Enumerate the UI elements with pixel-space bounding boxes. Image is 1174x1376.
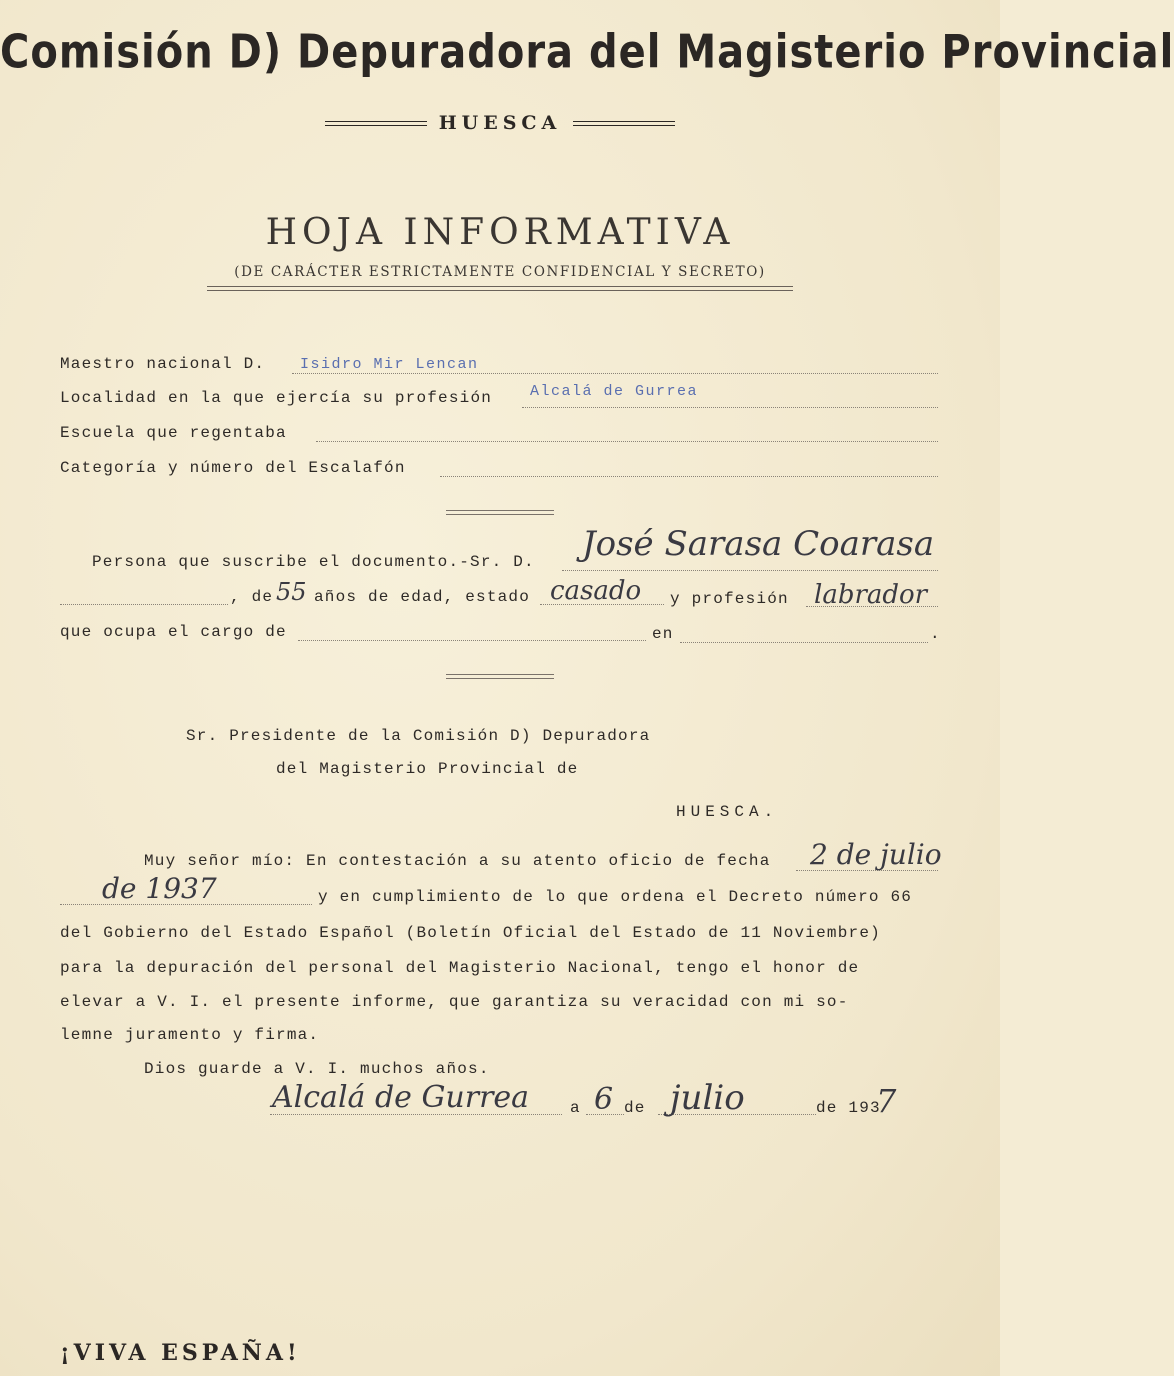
- category-label: Categoría y número del Escalafón: [60, 459, 406, 477]
- age-prefix: , de: [230, 588, 274, 606]
- teacher-name-value[interactable]: Isidro Mir Lencan: [300, 356, 479, 373]
- left-double-rule: [325, 121, 427, 126]
- school-line[interactable]: [316, 441, 938, 442]
- letter-opening: Muy señor mío: En contestación a su atento oficio de fecha: [144, 852, 771, 870]
- title-underline: [207, 286, 793, 291]
- letter-line-4: para la depuración del personal del Magisterio Nacional, tengo el honor de: [60, 959, 860, 977]
- letter-line-2: y en cumplimiento de lo que ordena el Decreto número 66: [318, 888, 913, 906]
- position-line[interactable]: [298, 640, 646, 641]
- header-city: HUESCA: [438, 112, 562, 134]
- age-handwritten[interactable]: 55: [276, 578, 307, 606]
- letter-date-handwritten-1[interactable]: 2 de julio: [810, 838, 942, 871]
- document-title: HOJA INFORMATIVA: [265, 212, 735, 253]
- status-handwritten[interactable]: casado: [550, 576, 642, 606]
- letter-line-5: elevar a V. I. el presente informe, que garantiza su veracidad con mi so-: [60, 993, 849, 1011]
- place-handwritten[interactable]: Alcalá de Gurrea: [272, 1080, 530, 1115]
- signer-line: [562, 570, 938, 571]
- recipient-city: HUESCA.: [676, 803, 779, 821]
- date-de-label-2: de 193: [816, 1099, 881, 1117]
- letter-date-handwritten-2[interactable]: de 1937: [102, 872, 217, 905]
- locality-value[interactable]: Alcalá de Gurrea: [530, 383, 699, 400]
- document-subtitle: (DE CARÁCTER ESTRICTAMENTE CONFIDENCIAL Y SECRETO): [234, 264, 766, 280]
- right-double-rule: [573, 121, 675, 126]
- commission-heading: Comisión D) Depuradora del Magisterio Provincial: [0, 26, 1174, 79]
- category-line[interactable]: [440, 476, 938, 477]
- city-banner: [0, 112, 1000, 134]
- letter-line-3: del Gobierno del Estado Español (Boletín Oficial del Estado de 11 Noviembre): [60, 924, 881, 942]
- profession-label: y profesión: [670, 590, 789, 608]
- footer-slogan: ¡VIVA ESPAÑA!: [60, 1340, 301, 1366]
- signer-continuation-line: [60, 604, 228, 605]
- position-in-label: en: [652, 625, 674, 643]
- recipient-line-2: del Magisterio Provincial de: [276, 760, 579, 778]
- teacher-name-label: Maestro nacional D.: [60, 355, 266, 373]
- letter-closing: Dios guarde a V. I. muchos años.: [144, 1060, 490, 1078]
- recipient-line-1: Sr. Presidente de la Comisión D) Depuradora: [186, 727, 651, 745]
- position-label: que ocupa el cargo de: [60, 623, 287, 641]
- date-a-label: a: [570, 1099, 581, 1117]
- school-label: Escuela que regentaba: [60, 424, 287, 442]
- date-de-label-1: de: [624, 1099, 646, 1117]
- signer-name-handwritten[interactable]: José Sarasa Coarasa: [582, 524, 935, 564]
- year-digit-handwritten[interactable]: 7: [876, 1082, 897, 1120]
- locality-label: Localidad en la que ejercía su profesión: [60, 389, 493, 407]
- letter-line-6: lemne juramento y firma.: [60, 1026, 320, 1044]
- teacher-name-line: [292, 373, 938, 374]
- separator-rule-1: [446, 510, 554, 515]
- position-place-line[interactable]: [680, 642, 928, 643]
- signer-label: Persona que suscribe el documento.-Sr. D.: [92, 553, 535, 571]
- locality-line: [522, 407, 938, 408]
- age-suffix: años de edad, estado: [314, 588, 531, 606]
- month-handwritten[interactable]: julio: [670, 1078, 745, 1118]
- profession-handwritten[interactable]: labrador: [814, 580, 928, 610]
- separator-rule-2: [446, 674, 554, 679]
- day-handwritten[interactable]: 6: [594, 1082, 614, 1117]
- position-end-period: .: [930, 625, 941, 643]
